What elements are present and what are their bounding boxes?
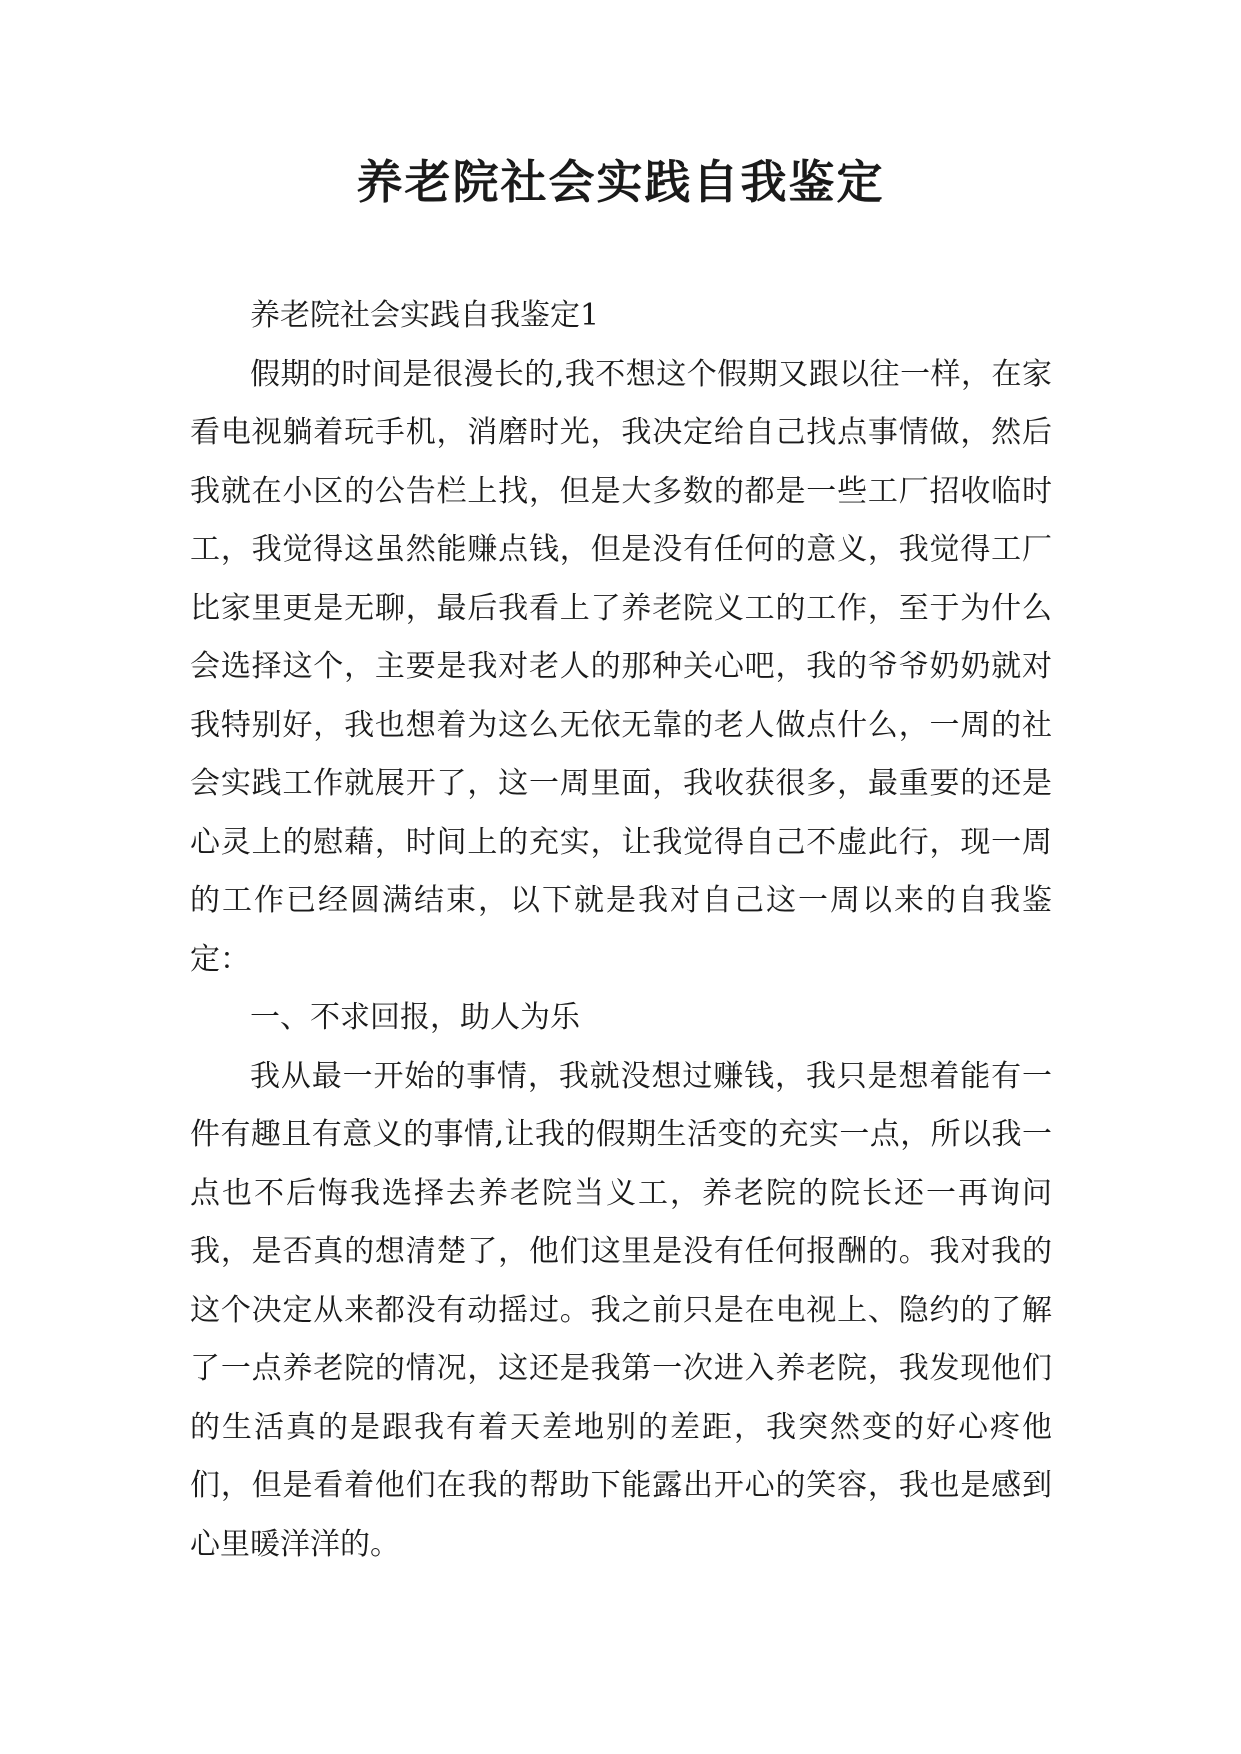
document-title: 养老院社会实践自我鉴定 [356,155,885,209]
subsection-heading: 一、不求回报，助人为乐 [250,1000,580,1035]
section-heading: 养老院社会实践自我鉴定1 [250,298,600,333]
paragraph: 假期的时间是很漫长的,我不想这个假期又跟以往一样，在家看电视躺着玩手机，消磨时光，我决定给自己找点事情做，然后我就在小区的公告栏上找，但是大多数的都是一些工厂招收临时工，我觉得这虽然能赚点钱，但是没有任何的意义，我觉得工厂比家里更是无聊，最后我看上了养老院义工的工作，至于为什么会选择这个，主要是我对老人的那种关心吧，我的爷爷奶奶就对我特别好，我也想着为这么无依无靠的老人做点什么，一周的社会实践工作就展开了，这一周里面，我收获很多，最重要的还是心灵上的慰藉，时间上的充实，让我觉得自己不虚此行，现一周的工作已经圆满结束，以下就是我对自己这一周以来的自我鉴定： [190,356,1052,977]
paragraph: 我从最一开始的事情，我就没想过赚钱，我只是想着能有一件有趣且有意义的事情,让我的假期生活变的充实一点，所以我一点也不后悔我选择去养老院当义工，养老院的院长还一再询问我，是否真的想清楚了，他们这里是没有任何报酬的。我对我的这个决定从来都没有动摇过。我之前只是在电视上、隐约的了解了一点养老院的情况，这还是我第一次进入养老院，我发现他们的生活真的是跟我有着天差地别的差距，我突然变的好心疼他们，但是看着他们在我的帮助下能露出开心的笑容，我也是感到心里暖洋洋的。 [190,1058,1052,1562]
document-body [190,287,1052,1574]
